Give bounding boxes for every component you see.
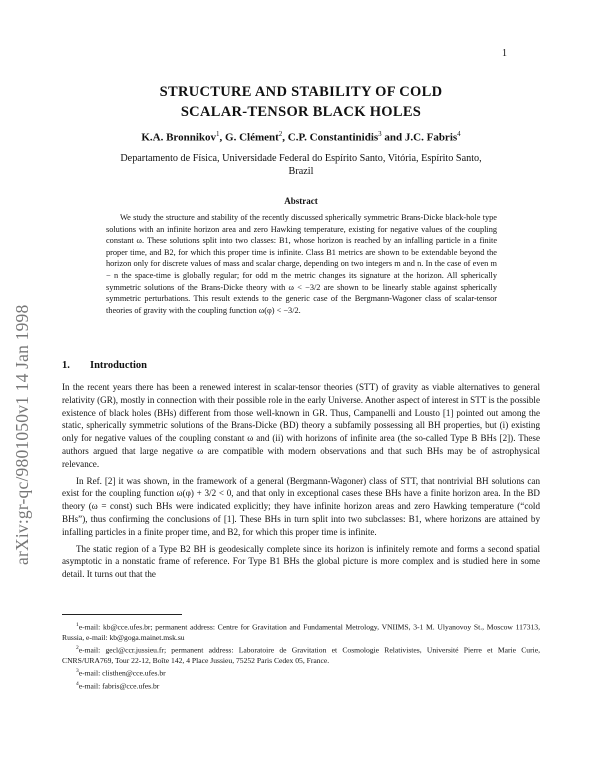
abstract-text: We study the structure and stability of the recently discussed spherically symmetric Brans-Dicke black-hole type solutions with an infinite horizon area and zero Hawking temperature, existing for negative values of the coupling constant ω. These solutions split into two classes: B1, whose horizon is reached by an infalling particle in a finite proper time, and B2, for which this proper time is infinite. Class B1 metrics are shown to be extendable beyond the horizon only for discrete values of mass and scalar charge, depending on two integers m and n. In the case of even m − n the space-time is globally regular; for odd m the metric changes its signature at the horizon. All spherically symmetric solutions of the Brans-Dicke theory with ω < −3/2 are shown to be linearly stable against spherically symmetric perturbations. This result extends to the generic case of the Bergmann-Wagoner class of scalar-tensor theories of gravity with the coupling function ω(φ) < −3/2. — [106, 213, 497, 315]
footnote — [62, 666, 540, 679]
section-title: Introduction — [90, 360, 147, 371]
author-name: C.P. Constantinidis — [287, 131, 379, 144]
page-number: 1 — [502, 48, 507, 59]
footnote-text: e-mail: fabris@cce.ufes.br — [78, 681, 160, 691]
author-footnote-mark[interactable]: 2 — [278, 130, 283, 138]
paragraph: In the recent years there has been a renewed interest in scalar-tensor theories (STT) of gravity as viable alternatives to general relativity (GR), mostly in connection with their possible role in the early Universe. Another aspect of interest in STT is the possible existence of black holes (BHs) different from those well-known in GR. Thus, Campanelli and Lousto [1] pointed out among the static, spherically symmetric solutions of the Brans-Dicke (BD) theory a subfamily possessing all BH properties, but (i) existing only for negative values of the coupling constant ω and (ii) with horizons of infinite area (the so-called Type B BHs [2]). These authors argued that large negative ω are compatible with modern observations and that such BHs may be of astrophysical relevance. — [62, 382, 540, 469]
footnote-text: e-mail: kb@cce.ufes.br; permanent address: Centre for Gravitation and Fundamental Metrology, VNIIMS, 3-1 M. Ulyanovoy St., Moscow 117313, Russia, e-mail: kb@goga.mainet.msk.su — [62, 622, 540, 642]
footnote-mark: 1 — [76, 622, 79, 628]
author-name: J.C. Fabris — [404, 131, 458, 144]
title-line-1: STRUCTURE AND STABILITY OF COLD — [159, 84, 443, 100]
body-text — [62, 381, 540, 581]
title-line-2: SCALAR-TENSOR BLACK HOLES — [180, 104, 422, 120]
author-list — [62, 130, 540, 144]
footnote — [62, 643, 540, 666]
paper-title — [62, 82, 540, 122]
footnotes — [62, 614, 540, 692]
author-footnote-mark[interactable]: 3 — [378, 130, 382, 138]
footnote-divider — [62, 614, 182, 615]
section-heading — [62, 360, 147, 371]
abstract-heading: Abstract — [284, 196, 318, 206]
author-name: G. Clément — [225, 131, 279, 144]
footnote-mark: 4 — [76, 681, 79, 688]
footnote-text: e-mail: clisthen@cce.ufes.br — [78, 668, 166, 678]
footnote-text: e-mail: gecl@ccr.jussieu.fr; permanent address: Laboratoire de Gravitation et Cosmologie Relativistes, Université Pierre et Marie Curie, CNRS/URA769, Tour 22-12, Boîte 142, 4 Place Jussieu, 75252 Paris Cedex 05, France. — [62, 645, 540, 665]
affiliation — [62, 152, 540, 178]
paragraph: The static region of a Type B2 BH is geodesically complete since its horizon is infinitely remote and forms a second spatial asymptotic in a nonstatic frame of reference. For Type B1 BHs the global picture is more complex and is studied here in some detail. It turns out that the — [62, 543, 540, 580]
author-separator: and — [381, 131, 405, 144]
footnote — [62, 620, 540, 643]
footnote-mark: 2 — [76, 645, 79, 652]
affiliation-line-1: Departamento de Física, Universidade Federal do Espírito Santo, Vitória, Espírito Santo, — [120, 153, 482, 164]
footnote-mark: 3 — [76, 668, 79, 675]
paragraph: In Ref. [2] it was shown, in the framework of a general (Bergmann-Wagoner) class of STT, that nontrivial BH solutions can exist for the coupling function ω(φ) + 3/2 < 0, and that only in exceptional cases these BHs have a finite horizon area. In the BD theory (ω = const) such BHs were indicated explicitly; they have infinite horizon areas and zero Hawking temperature (“cold BHs”), thus confirming the conclusions of [1]. These BHs in turn split into two subclasses: B1, where horizons are attained by infalling particles in a finite proper time, and B2, for which this proper time is infinite. — [62, 475, 540, 537]
arxiv-stamp[interactable]: arXiv:gr-qc/9801050v1 14 Jan 1998 — [12, 304, 32, 565]
affiliation-line-2: Brazil — [288, 166, 314, 177]
footnote — [62, 679, 540, 692]
author-footnote-mark[interactable]: 1 — [216, 130, 220, 138]
section-number: 1. — [62, 360, 70, 371]
author-name: K.A. Bronnikov — [141, 131, 217, 144]
author-separator: , — [282, 131, 288, 144]
author-separator: , — [219, 131, 226, 144]
author-footnote-mark[interactable]: 4 — [457, 130, 461, 138]
